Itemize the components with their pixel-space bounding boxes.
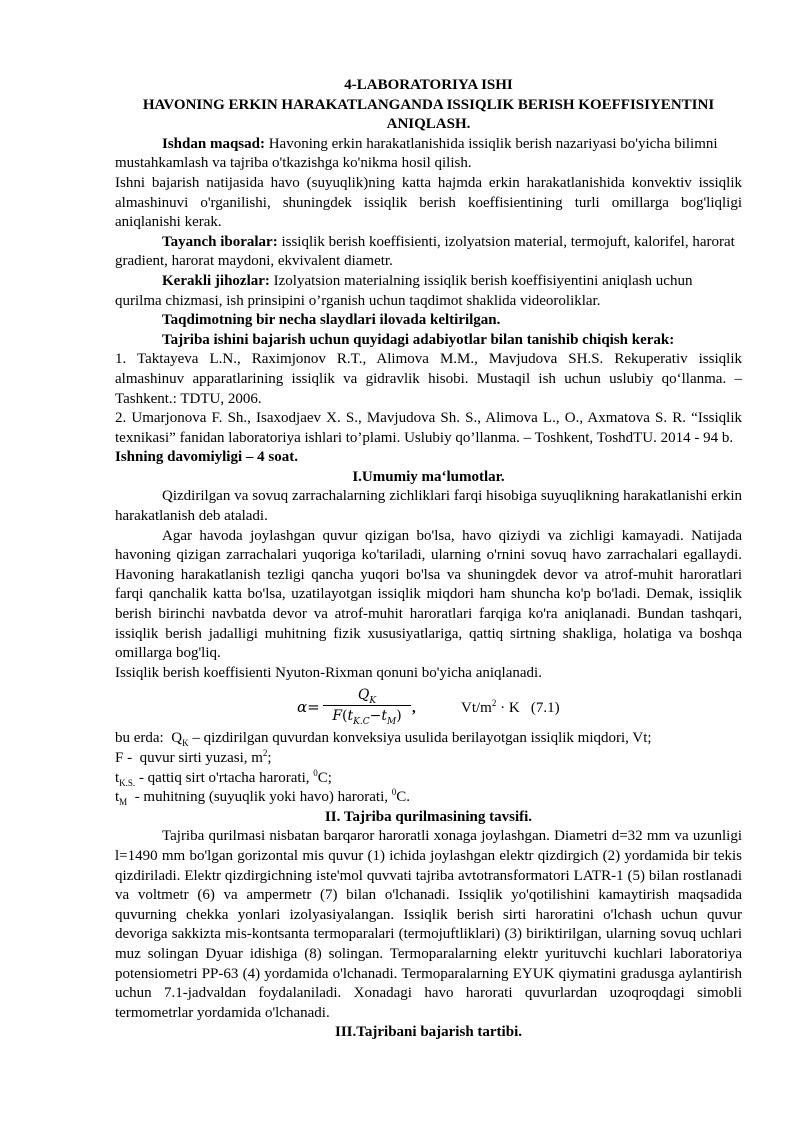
formula-unit <box>461 699 560 719</box>
legend-intro: bu erda: <box>115 730 164 747</box>
formula-lhs: α= <box>297 698 320 717</box>
legend-t1-symbol: t <box>115 769 120 786</box>
legend-t2-sub: M <box>119 797 128 808</box>
keywords-text: issiqlik berish koeffisienti, izolyatsion material, termojuft, kalorifel, harorat gradient, harorat maydoni, ekvivalent diametr. <box>115 233 735 270</box>
formula-comma: , <box>412 700 416 717</box>
body-paragraph: Agar havoda joylashgan quvur qizigan bo'lsa, havo qiziydi va zichligi kamayadi. Natijada havoning qizigan zarrachalari yuqoriga ko'tariladi, ularning o'rnini sovuq havo zarrachalari egallaydi. Havoning harakatlanish tezligi qancha yuqori bo'lsa va shuningdek devor va atrof-muhit haroratlari farqi qanchalik katta bo'lsa, uzatilayotgan issiqlik miqdori ham shuncha ko'p bo'ladi. Demak, issiqlik berish birinchi navbatda devor va atrof-muhit haroratlari farqiga ko'ra aniqlanadi. Bundan tashqari, issiqlik berish jadalligi muhitning fizik xususiyatlariga, qattiq sirtning shakliga, holatiga va boshqa omillarga bog'liq. <box>115 527 742 662</box>
den-t2: t <box>381 708 387 725</box>
legend-f-text: quvur sirti yuzasi, m <box>139 750 263 766</box>
document-page <box>115 76 742 1043</box>
unit-text: Vt/m <box>461 700 492 717</box>
formula-numerator <box>325 685 409 705</box>
legend-f-symbol: F - <box>115 750 133 766</box>
keywords-paragraph <box>115 233 742 272</box>
legend-t2-text: - muhitning (suyuqlik yoki havo) harorati, <box>134 789 392 806</box>
equipment-text: Izolyatsion materialning issiqlik berish koeffisiyentini aniqlash uchun qurilma chizmasi, ish prinsipini o’rganish uchun taqdimot shaklida videoroliklar. <box>115 272 693 309</box>
goal-paragraph <box>115 135 742 174</box>
den-t2-sub: M <box>387 717 397 728</box>
formula-denominator: $F(t_{K.C}-t_M)$ <box>332 708 402 728</box>
legend-q-text: – qizdirilgan quvurdan konveksiya usulida berilayotgan issiqlik miqdori, Vt; <box>188 730 652 747</box>
reference-item: 2. Umarjonova F. Sh., Isaxodjaev X. S., Mavjudova Sh. S., Alimova L., O., Axmatova S. R. “Issiqlik texnikasi” fanidan laboratoriya ishlari to’plami. Uslubiy qo’llanma. – Toshkent, ToshdTU. 2014 - 94 b. <box>115 410 742 446</box>
equation-number: (7.1) <box>530 700 560 717</box>
den-minus: − <box>369 708 382 725</box>
body-paragraph: Qizdirilgan va sovuq zarrachalarning zichliklari farqi hisobiga suyuqlikning harakatlanishi erkin harakatlanish deb ataladi. <box>115 488 742 525</box>
section-heading-3: III.Tajribani bajarish tartibi. <box>335 1024 522 1041</box>
numerator-subscript: K <box>369 696 377 707</box>
legend-f-sup: 2 <box>262 748 268 758</box>
legend-t1-sub: K.S. <box>119 777 136 788</box>
legend-f <box>115 749 742 769</box>
formula-fraction <box>325 685 409 726</box>
equipment-paragraph <box>115 272 742 311</box>
duration: Ishning davomiyligi – 4 soat. <box>115 449 298 466</box>
legend-t1 <box>115 769 742 789</box>
reference-item: 1. Taktayeva L.N., Raximjonov R.T., Alimova M.M., Mavjudova SH.S. Rekuperativ issiqlik almashinuv apparatlarining issiqlik va gidravlik hisobi. Mustaqil ish uchun uslubiy qo‘llanma. – Tashkent.: TDTU, 2006. <box>115 351 742 407</box>
den-f: F <box>332 708 343 725</box>
legend-f-end: ; <box>267 750 272 766</box>
numerator-symbol: Q <box>357 687 370 704</box>
body-paragraph: Issiqlik berish koeffisienti Nyuton-Rixman qonuni bo'yicha aniqlanadi. <box>115 664 542 681</box>
legend-t1-text: - qattiq sirt o'rtacha harorati, <box>135 769 314 786</box>
unit-rest: · K <box>500 700 520 717</box>
den-t1-sub: K.C <box>353 717 370 728</box>
legend-q-sub: K <box>182 738 189 749</box>
section-heading-2: II. Tajriba qurilmasining tavsifi. <box>324 808 533 825</box>
slides-note: Taqdimotning bir necha slaydlari ilovada keltirilgan. <box>162 312 501 329</box>
legend-t2-sup: 0 <box>391 787 397 798</box>
goal-text: Havoning erkin harakatlanishida issiqlik berish nazariyasi bo'yicha bilimni mustahkamlash va tajriba o'tkazishga ko'nikma hosil qilish. <box>115 135 718 172</box>
den-t1: t <box>347 708 354 725</box>
legend-t2-end: C. <box>396 789 410 806</box>
formula-7-1 <box>115 685 742 729</box>
legend-t2-symbol: t <box>115 789 120 806</box>
legend-t1-sup: 0 <box>313 767 318 778</box>
equipment-label: Kerakli jihozlar: <box>162 272 270 289</box>
literature-heading: Tajriba ishini bajarish uchun quyidagi adabiyotlar bilan tanishib chiqish kerak: <box>162 331 675 348</box>
result-paragraph: Ishni bajarish natijasida havo (suyuqlik)ning katta hajmda erkin harakatlanishida konvektiv issiqlik almashinuvi o'rganilishi, shuningdek issiqlik berish koeffisientining turli omillarga bog'liqligi aniqlanishi kerak. <box>115 174 742 231</box>
legend-t2 <box>115 788 742 808</box>
body-paragraph: Tajriba qurilmasi nisbatan barqaror haroratli xonaga joylashgan. Diametri d=32 mm va uzunligi l=1490 mm bo'lgan gorizontal mis quvur (1) ichida joylashgan elektr qizdirgich (2) yordamida bir tekis qizdiriladi. Elektr qizdirgichning iste'mol quvvati tajriba avtotransformatori LATR-1 (5) bilan rostlanadi va voltmetr (6) va ampermetr (7) bilan o'lchanadi. Issiqlik yo'qotilishini kamaytirish maqsadida quvurning chekka yonlari izolyasiyalangan. Issiqlik berish sirti haroratini o'lchash uchun quvur devoriga sakkizta mis-kontsanta termoparalari (termojuftliklari) (3) biriktirilgan, ularning sovuq uchlari muz solingan Dyuar idishiga (8) solingan. Termoparalarning elektr yurituvchi kuchlari laboratoriya potensiometri PP-63 (4) yordamida o'lchanadi. Termoparalarning EYUK qiymatini gradusga aylantirish uchun 7.1-jadvaldan foydalaniladi. Xonadagi havo harorati quvurlardan uzoqroqdagi simobli termometrlar yordamida o'lchanadi. <box>115 828 742 1021</box>
unit-sup: 2 <box>491 698 497 709</box>
section-heading-1: I.Umumiy ma‘lumotlar. <box>352 468 505 485</box>
goal-label: Ishdan maqsad: <box>162 135 265 152</box>
legend-q <box>115 729 742 749</box>
legend-t1-end: C; <box>317 769 332 786</box>
keywords-label: Tayanch iboralar: <box>162 233 278 250</box>
page-title: HAVONING ERKIN HARAKATLANGANDA ISSIQLIK BERISH KOEFFISIYENTINI ANIQLASH. <box>142 96 715 133</box>
legend-q-symbol: Q <box>171 730 183 747</box>
lab-number: 4-LABORATORIYA ISHI <box>344 77 513 93</box>
